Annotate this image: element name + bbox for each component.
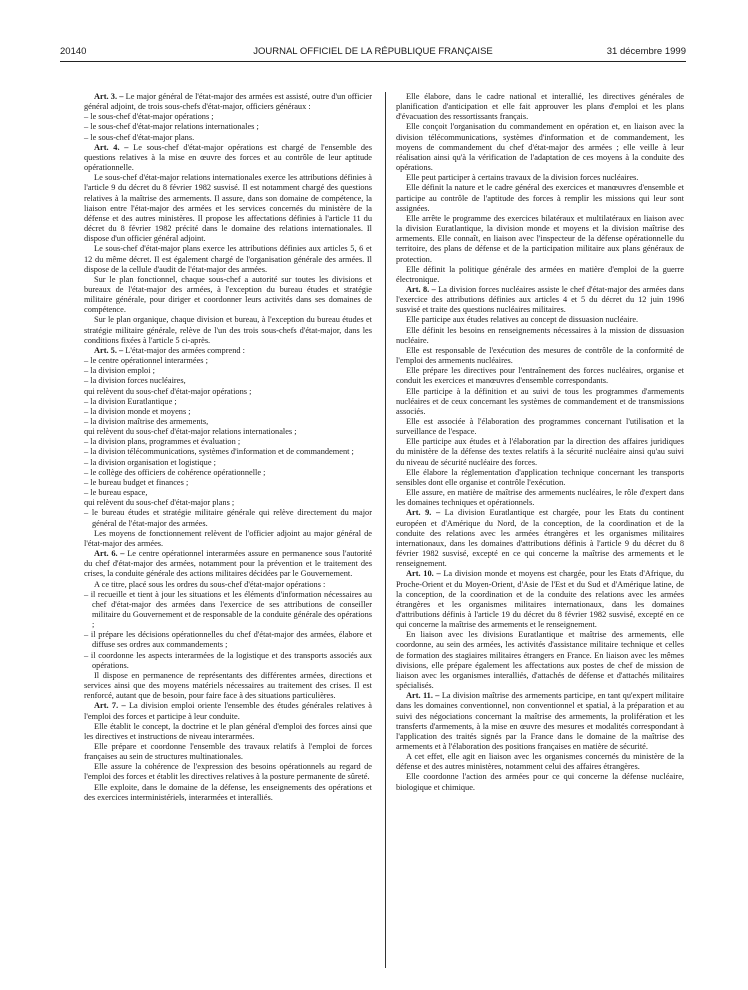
list-item — [84, 376, 372, 386]
article-paragraph — [84, 92, 372, 112]
paragraph-text: Elle participe aux études et à l'élaboration par la direction des affaires juridiques du ministère de la défense des textes relatifs à la sécurité nucléaire ainsi qu'au suivi du niveau de sécurité nucléaire des forces. — [396, 437, 684, 467]
paragraph-text: – la division télécommunications, systèmes d'information et de commandement ; — [84, 447, 354, 457]
paragraph — [396, 488, 684, 508]
paragraph-text: Le sous-chef d'état-major opérations est chargé de l'ensemble des questions relatives à la mise en œuvre des forces et au contrôle de leur aptitude opérationnelle. — [84, 142, 372, 173]
paragraph — [84, 387, 372, 397]
list-item — [84, 112, 372, 122]
paragraph-text: Elle prépare les directives pour l'entraînement des forces nucléaires, organise et conduit les exercices et manœuvres d'ensemble correspondants. — [396, 366, 684, 386]
paragraph-text: – le bureau études et stratégie militaire générale qui relève directement du major général de l'état-major des armées. — [84, 508, 372, 528]
article-paragraph — [396, 285, 684, 315]
paragraph-text: La division forces nucléaires assiste le chef d'état-major des armées dans l'exercice des attributions définies aux articles 4 et 5 du décret du 12 juin 1996 susvisé et traite des questions nucléaires militaires. — [396, 284, 684, 315]
list-item — [84, 356, 372, 366]
paragraph-text: Elle définit la politique générale des armées en matière d'emploi de la guerre électronique. — [396, 264, 684, 284]
list-item — [84, 366, 372, 376]
list-item — [84, 407, 372, 417]
paragraph — [396, 366, 684, 386]
paragraph-text: – la division emploi ; — [84, 366, 155, 376]
paragraph — [396, 122, 684, 173]
page-header — [60, 46, 686, 60]
article-paragraph — [396, 691, 684, 752]
paragraph-text: – la division maîtrise des armements, — [84, 417, 209, 426]
paragraph-text: Elle participe à la définition et au suivi de tous les programmes d'armements nucléaires et de ceux concernant les systèmes de commandement et de transmissions associés. — [396, 386, 684, 416]
paragraph-text: Il dispose en permanence de représentants des différentes armées, directions et services ainsi que des moyens matériels nécessaires au traitement des crises. Il est renforcé, autant que de besoin, pour faire face à des situations particulières. — [84, 670, 372, 701]
left-column — [84, 92, 372, 803]
paragraph-text: – la division plans, programmes et évaluation ; — [84, 437, 241, 447]
paragraph-text: qui relèvent du sous-chef d'état-major plans ; — [84, 498, 235, 508]
article-number: Art. 7. – — [94, 701, 126, 711]
paragraph — [396, 437, 684, 467]
paragraph-text: Le sous-chef d'état-major relations internationales exerce les attributions définies à l'article 9 du décret du 8 février 1982 susvisé. Il est notamment chargé des questions relatives à la maîtrise des armements. Il assure, dans son domaine de compétence, la liaison entre l'état-major des armées et les services concernés du ministère de la défense et des autres ministères. Il propose les affectations définies à l'article 11 du décret du 8 février 1982 précité dans le domaine des relations internationales. Il dispose d'un officier général adjoint. — [84, 173, 372, 244]
article-paragraph — [84, 549, 372, 579]
paragraph-text: En liaison avec les divisions Euratlantique et maîtrise des armements, elle coordonne, au sein des armées, les activités d'assistance militaire technique et celles de formation des stagiaires militaires étrangers en France. En liaison avec les mêmes divisions, elle prépare également les affectations aux postes de chef de mission de liaison avec les organismes interalliés, d'attachés de défense et d'attachés militaires spécialisés. — [396, 630, 684, 691]
paragraph-text: Elle définit la nature et le cadre général des exercices et manœuvres d'ensemble et participe au contrôle de l'aptitude des forces à remplir les missions qui leur sont assignées. — [396, 183, 684, 213]
article-number: Art. 4. – — [94, 142, 129, 152]
paragraph-text: Elle peut participer à certains travaux de la division forces nucléaires. — [406, 173, 639, 183]
paragraph-text: – le bureau budget et finances ; — [84, 477, 189, 487]
paragraph — [84, 671, 372, 701]
paragraph-text: Elle est responsable de l'exécution des mesures de contrôle de la conformité de l'emploi des armements nucléaires. — [396, 345, 684, 366]
paragraph — [396, 417, 684, 437]
list-item — [84, 397, 372, 407]
column-divider — [385, 92, 386, 968]
paragraph-text: La division Euratlantique est chargée, pour les Etats du continent européen et d'Amérique du Nord, de la conception, de la coordination et de la conduite des relations avec les armées étrangères et les organismes militaires internationaux, dans les domaines d'attributions définis à l'article 9 du décret du 8 février 1982 susvisé, excepté en ce qui concerne la maîtrise des armements et le renseignement. — [396, 508, 684, 569]
paragraph-text: Elle exploite, dans le domaine de la défense, les enseignements des opérations et des exercices interministériels, interarmées et interalliés. — [84, 782, 372, 802]
list-item — [84, 590, 372, 631]
paragraph-text: Elle prépare et coordonne l'ensemble des travaux relatifs à l'emploi de forces françaises au sein de structures multinationales. — [84, 742, 372, 762]
paragraph-text: Elle assure la cohérence de l'expression des besoins opérationnels au regard de l'emploi des forces et établit les directives relatives à la posture permanente de sûreté. — [84, 762, 372, 782]
paragraph-text: Le sous-chef d'état-major plans exerce les attributions définies aux articles 5, 6 et 12 du même décret. Il est également chargé de l'organisation générale des armées. Il dispose de la cellule d'audit de l'état-major des armées. — [84, 244, 372, 274]
paragraph-text: – la division monde et moyens ; — [84, 406, 191, 416]
list-item — [84, 417, 372, 427]
paragraph — [84, 742, 372, 762]
list-item — [84, 508, 372, 528]
paragraph-text: – il recueille et tient à jour les situations et les éléments d'information nécessaires au chef d'état-major des armées dans l'exercice de ses attributions de conseiller militaire du Gouvernement et de responsable de la conduite générale des opérations ; — [84, 589, 372, 630]
article-number: Art. 3. – — [94, 92, 124, 101]
paragraph — [396, 752, 684, 772]
paragraph-text: – il prépare les décisions opérationnelles du chef d'état-major des armées, élabore et diffuse ses ordres aux commandements ; — [84, 630, 372, 650]
paragraph-text: La division emploi oriente l'ensemble des études générales relatives à l'emploi des forces et participe à leur conduite. — [84, 701, 372, 721]
article-paragraph — [396, 508, 684, 569]
paragraph-text: Elle élabore, dans le cadre national et interallié, les directives générales de planification d'anticipation et elle fait approuver les plans d'emploi et les plans d'évacuation des ressortissants français. — [396, 92, 684, 122]
paragraph — [84, 315, 372, 345]
paragraph-text: – le sous-chef d'état-major relations internationales ; — [84, 122, 259, 132]
paragraph-text: Le major général de l'état-major des armées est assisté, outre d'un officier général adjoint, de trois sous-chefs d'état-major, officiers généraux : — [84, 92, 372, 112]
paragraph-text: Sur le plan fonctionnel, chaque sous-chef a autorité sur toutes les divisions et bureaux de l'état-major des armées, à l'exception du bureau études et stratégie militaire générale, pour diriger et coordonner leurs activités dans ses domaines de compétence. — [84, 274, 372, 315]
list-item — [84, 468, 372, 478]
paragraph-text: – il coordonne les aspects interarmées de la logistique et des transports associés aux opérations. — [84, 650, 372, 670]
article-paragraph — [84, 346, 372, 356]
list-item — [84, 458, 372, 468]
paragraph-text: Elle définit les besoins en renseignements nécessaires à la mission de dissuasion nucléaire. — [396, 325, 684, 345]
paragraph — [84, 244, 372, 274]
issue-date: 31 décembre 1999 — [606, 46, 686, 57]
paragraph — [84, 173, 372, 244]
paragraph-text: – le bureau espace, — [84, 488, 148, 498]
paragraph-text: Elle est associée à l'élaboration des programmes concernant l'utilisation et la surveillance de l'espace. — [396, 417, 684, 437]
paragraph-text: La division maîtrise des armements participe, en tant qu'expert militaire dans les domaines conventionnel, non conventionnel et spatial, à la préparation et au suivi des négociations concernant la maîtrise des armements, la prolifération et les transferts d'armements, à la mise en œuvre des mesures et modalités correspondant à l'application des traités signés par la France dans le domaine de la maîtrise des armements et à l'élaboration des positions françaises en matière de sécurité. — [396, 691, 685, 751]
paragraph — [84, 722, 372, 742]
paragraph-text: – la division Euratlantique ; — [84, 396, 177, 406]
paragraph-text: Le centre opérationnel interarmées assure en permanence sous l'autorité du chef d'état-major des armées, notamment pour la prévention et le traitement des crises, la conduite générale des actions militaires décidées par le Gouvernement. — [84, 549, 372, 579]
list-item — [84, 488, 372, 498]
paragraph-text: Elle coordonne l'action des armées pour ce qui concerne la défense nucléaire, biologique et chimique. — [396, 772, 684, 792]
paragraph-text: L'état-major des armées comprend : — [123, 345, 245, 355]
journal-title: JOURNAL OFFICIEL DE LA RÉPUBLIQUE FRANÇAISE — [253, 46, 493, 57]
paragraph-text: A ce titre, placé sous les ordres du sous-chef d'état-major opérations : — [94, 579, 326, 589]
paragraph-text: – le sous-chef d'état-major opérations ; — [84, 112, 214, 122]
paragraph-text: Elle arrête le programme des exercices bilatéraux et multilatéraux en liaison avec la division Euratlantique, la division monde et moyens et la division maîtrise des armements. Elle connaît, en liaison avec l'inspecteur de la défense opérationnelle du territoire, des plans de défense et de la participation militaire aux plans généraux de protection. — [396, 213, 684, 264]
paragraph — [84, 783, 372, 803]
article-number: Art. 6. – — [94, 549, 125, 559]
paragraph — [396, 468, 684, 488]
paragraph — [84, 498, 372, 508]
list-item — [84, 437, 372, 447]
list-item — [84, 478, 372, 488]
header-rule — [60, 61, 686, 62]
article-paragraph — [84, 701, 372, 721]
paragraph — [396, 173, 684, 183]
article-number: Art. 5. – — [94, 345, 124, 355]
right-column — [396, 92, 684, 793]
paragraph-text: – le centre opérationnel interarmées ; — [84, 356, 208, 366]
paragraph-text: Elle établit le concept, la doctrine et le plan général d'emploi des forces ainsi que les directives et instructions de niveau interarmées. — [84, 721, 372, 741]
paragraph — [396, 346, 684, 366]
paragraph — [396, 387, 684, 417]
paragraph — [396, 315, 684, 325]
paragraph — [396, 772, 684, 792]
list-item — [84, 122, 372, 132]
paragraph-text: Elle assure, en matière de maîtrise des armements nucléaires, le rôle d'expert dans les domaines techniques et opérationnels. — [396, 488, 684, 508]
paragraph-text: Elle participe aux études relatives au concept de dissuasion nucléaire. — [406, 315, 639, 325]
paragraph — [84, 275, 372, 316]
paragraph-text: – le collège des officiers de cohérence opérationnelle ; — [84, 467, 266, 477]
list-item — [84, 447, 372, 457]
paragraph-text: Sur le plan organique, chaque division et bureau, à l'exception du bureau études et stratégie militaire générale, relève de l'un des trois sous-chefs d'état-major, dans les conditions fixées à l'article 5 ci-après. — [84, 315, 372, 345]
paragraph-text: qui relèvent du sous-chef d'état-major opérations ; — [84, 386, 252, 396]
paragraph-text: – la division organisation et logistique ; — [84, 457, 216, 467]
list-item — [84, 630, 372, 650]
article-number: Art. 11. – — [406, 691, 440, 701]
paragraph — [396, 630, 684, 691]
page-number: 20140 — [60, 46, 87, 57]
paragraph-text: La division monde et moyens est chargée, pour les Etats d'Afrique, du Proche-Orient et du Moyen-Orient, d'Asie de l'Est et du Sud et d'Amérique latine, de la conception, de la coordination et de la conduite des relations avec les armées étrangères et les organismes militaires internationaux, dans les domaines d'attributions définis à l'article 19 du décret du 8 février 1982 susvisé, excepté en ce qui concerne la maîtrise des armements et le renseignement. — [396, 569, 684, 630]
paragraph — [396, 183, 684, 213]
article-paragraph — [396, 569, 684, 630]
paragraph — [84, 427, 372, 437]
paragraph — [84, 580, 372, 590]
paragraph-text: Elle conçoit l'organisation du commandement en opération et, en liaison avec la division télécommunications, systèmes d'information et de commandement, les moyens de commandement du chef d'état-major des armées ; elle veille à leur réalisation ainsi qu'à la vérification de l'adaptation de ces moyens à la conduite des opérations. — [396, 122, 684, 173]
article-number: Art. 8. – — [406, 284, 436, 294]
list-item — [84, 651, 372, 671]
paragraph-text: Elle élabore la réglementation d'application technique concernant les transports sensibles dont elle organise et contrôle l'exécution. — [396, 467, 684, 487]
paragraph-text: qui relèvent du sous-chef d'état-major relations internationales ; — [84, 427, 297, 437]
list-item — [84, 133, 372, 143]
paragraph-text: – la division forces nucléaires, — [84, 376, 186, 386]
paragraph — [396, 214, 684, 265]
paragraph-text: A cet effet, elle agit en liaison avec les organismes concernés du ministère de la défense et des autres ministères, notamment celui des affaires étrangères. — [396, 752, 684, 772]
paragraph — [396, 92, 684, 122]
paragraph — [84, 529, 372, 549]
article-number: Art. 10. – — [406, 569, 441, 579]
paragraph-text: Les moyens de fonctionnement relèvent de l'officier adjoint au major général de l'état-major des armées. — [84, 528, 372, 548]
paragraph-text: – le sous-chef d'état-major plans. — [84, 132, 195, 142]
article-paragraph — [84, 143, 372, 173]
article-number: Art. 9. – — [406, 508, 441, 518]
paragraph — [396, 326, 684, 346]
paragraph — [84, 762, 372, 782]
paragraph — [396, 265, 684, 285]
